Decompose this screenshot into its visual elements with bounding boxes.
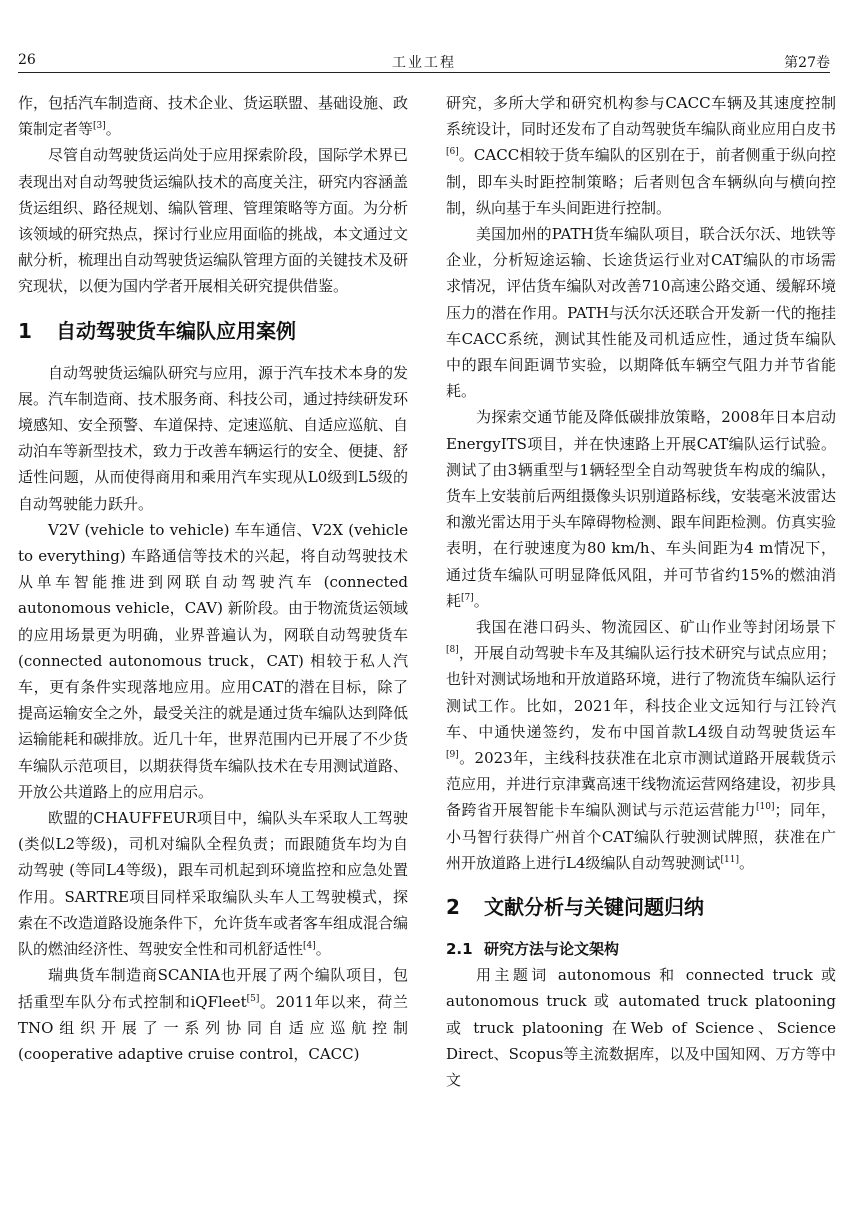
paragraph: 研究，多所大学和研究机构参与CACC车辆及其速度控制系统设计，同时还发布了自动驾驶货车编队商业应用白皮书[6]。CACC相较于货车编队的区别在于，前者侧重于纵向控制，即车头时距控制策略；后者则包含车辆纵向与横向控制，纵向基于车头间距进行控制。 (446, 94, 837, 217)
section-heading (446, 892, 836, 922)
citation: [10] (756, 802, 775, 813)
paragraph: 瑞典货车制造商SCANIA也开展了两个编队项目，包括重型车队分布式控制和iQFleet[5]。2011年以来，荷兰TNO组织开展了一系列协同自适应巡航控制 (cooperative adaptive cruise control，CACC) (18, 966, 408, 1063)
citation: [8] (446, 645, 459, 656)
subsection-number: 2.1 (446, 940, 473, 959)
subsection-heading (446, 936, 836, 962)
volume-label: 第27卷 (784, 55, 830, 71)
section-heading (18, 316, 408, 346)
citation: [9] (446, 750, 459, 761)
paragraph: 为探索交通节能及降低碳排放策略，2008年日本启动EnergyITS项目，并在快速路上开展CAT编队运行试验。测试了由3辆重型与1辆轻型全自动驾驶货车构成的编队，货车上安装前后两组摄像头识别道路标线，安装毫米波雷达和激光雷达用于头车障碍物检测、跟车间距检测。仿真实验表明，在行驶速度为80 km/h、车头间距为4 m情况下，通过货车编队可明显降低风阻，并可节省约15%的燃油消耗[7]。 (446, 408, 837, 610)
journal-title: 工业工程 (392, 55, 456, 71)
section-title: 文献分析与关键问题归纳 (484, 895, 704, 920)
citation: [11] (720, 854, 739, 865)
citation: [3] (93, 121, 106, 132)
right-column (446, 90, 836, 1093)
section-number: 1 (18, 318, 32, 343)
paragraph: 作，包括汽车制造商、技术企业、货运联盟、基础设施、政策制定者等[3]。 (18, 94, 409, 139)
citation: [6] (446, 147, 459, 158)
paragraph: 美国加州的PATH货车编队项目，联合沃尔沃、地铁等企业，分析短途运输、长途货运行业对CAT编队的市场需求情况，评估货车编队对改善710高速公路交通、缓解环境压力的潜在作用。PATH与沃尔沃还联合开发新一代的拖挂车CACC系统，测试其性能及司机适应性，通过货车编队中的跟车间距调节实验，以期降低车辆空气阻力并节省能耗。 (446, 225, 836, 401)
paragraph: 欧盟的CHAUFFEUR项目中，编队头车采取人工驾驶 (类似L2等级)，司机对编队全程负责；而跟随货车均为自动驾驶 (等同L4等级)，跟车司机起到环境监控和应急处置作用。SARTRE项目同样采取编队头车人工驾驶模式，探索在不改造道路设施条件下，允许货车或者客车组成混合编队的燃油经济性、驾驶安全性和司机舒适性[4]。 (18, 809, 409, 959)
citation: [5] (246, 993, 260, 1004)
paragraph: V2V (vehicle to vehicle) 车车通信、V2X (vehicle to everything) 车路通信等技术的兴起，将自动驾驶技术从单车智能推进到网联自动驾驶汽车 (connected autonomous vehicle，CAV) 新阶段。由于物流货运领域的应用场景更为明确，业界普遍认为，网联自动驾驶货车 (connected autonomous truck，CAT) 相较于私人汽车，更有条件实现落地应用。应用CAT的潜在目标，除了提高运输安全之外，最受关注的就是通过货车编队达到降低运输能耗和碳排放。近几十年，世界范围内已开展了不少货车编队示范项目，以期获得货车编队技术在专用测试道路、开放公共道路上的应用启示。 (18, 520, 409, 801)
page-number: 26 (18, 52, 36, 68)
page-header (18, 44, 830, 73)
paragraph: 自动驾驶货运编队研究与应用，源于汽车技术本身的发展。汽车制造商、技术服务商、科技公司，通过持续研发环境感知、安全预警、车道保持、定速巡航、自适应巡航、自动泊车等新型技术，致力于改善车辆运行的安全、便捷、舒适性问题，从而使得商用和乘用汽车实现从L0级到L5级的自动驾驶能力跃升。 (18, 363, 409, 513)
paragraph: 我国在港口码头、物流园区、矿山作业等封闭场景下[8]，开展自动驾驶卡车及其编队运行技术研究与试点应用；也针对测试场地和开放道路环境，进行了物流货车编队运行测试工作。比如，2021年，科技企业文远知行与江铃汽车、中通快递签约，发布中国首款L4级自动驾驶货运车[9]。2023年，主线科技获准在北京市测试道路开展载货示范应用，并进行京津冀高速干线物流运营网络建设，初步具备跨省开展智能卡车编队测试与示范运营能力[10]；同年，小马智行获得广州首个CAT编队行驶测试牌照，获准在广州开放道路上进行L4级编队自动驾驶测试[11]。 (446, 618, 837, 872)
paragraph: 尽管自动驾驶货运尚处于应用探索阶段，国际学术界已表现出对自动驾驶货运编队技术的高度关注，研究内容涵盖货运组织、路径规划、编队管理、管理策略等方面。为分析该领域的研究热点，探讨行业应用面临的挑战，本文通过文献分析，梳理出自动驾驶货运编队管理方面的关键技术及研究现状，以便为国内学者开展相关研究提供借鉴。 (18, 146, 409, 296)
citation: [4] (303, 941, 316, 952)
section-title: 自动驾驶货车编队应用案例 (56, 318, 296, 343)
left-column (18, 90, 408, 1067)
paragraph: 用主题词 autonomous 和 connected truck 或 autonomous truck 或 automated truck platooning 或 truck platooning 在Web of Science、Science Direct、Scopus等主流数据库，以及中国知网、万方等中文 (446, 966, 836, 1089)
citation: [7] (461, 592, 474, 603)
subsection-title: 研究方法与论文架构 (484, 940, 620, 959)
section-number: 2 (446, 895, 460, 920)
